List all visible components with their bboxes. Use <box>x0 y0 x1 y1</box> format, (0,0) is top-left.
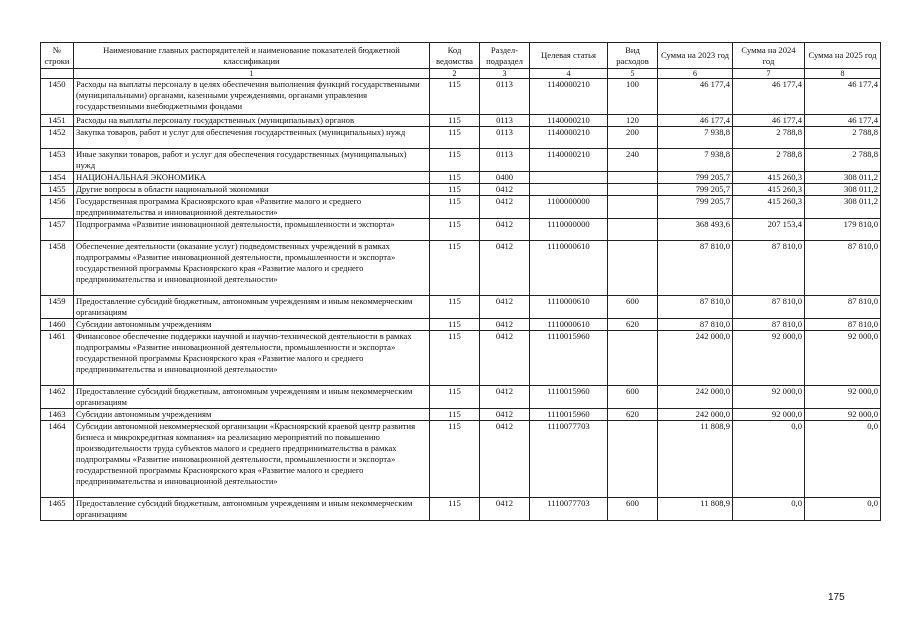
cell-s23: 368 493,6 <box>658 219 733 241</box>
cell-tgt <box>530 172 608 184</box>
cell-s25: 92 000,0 <box>805 331 881 386</box>
colnum: 7 <box>733 69 805 79</box>
cell-typ: 620 <box>608 409 658 421</box>
cell-s24: 2 788,8 <box>733 127 805 149</box>
document-page <box>40 42 880 521</box>
page-number: 175 <box>828 592 845 603</box>
header-sum-2023: Сумма на 2023 год <box>658 43 733 69</box>
cell-typ: 600 <box>608 498 658 521</box>
cell-name: Другие вопросы в области национальной экономики <box>74 184 430 196</box>
cell-sec: 0412 <box>480 386 530 409</box>
cell-typ <box>608 421 658 498</box>
table-row <box>41 184 881 196</box>
cell-s23: 799 205,7 <box>658 196 733 219</box>
cell-typ <box>608 172 658 184</box>
cell-dept: 115 <box>430 196 480 219</box>
cell-name: Расходы на выплаты персоналу государственных (муниципальных) органов <box>74 115 430 127</box>
cell-typ <box>608 196 658 219</box>
cell-s25: 0,0 <box>805 498 881 521</box>
colnum: 3 <box>480 69 530 79</box>
cell-typ: 600 <box>608 296 658 319</box>
cell-name: Обеспечение деятельности (оказание услуг) подведомственных учреждений в рамках подпрограммы «Развитие инновационной деятельности, промышленности и экспорта» государственной программы Красноярского края «Развитие малого и среднего предпринимательства и инновационной деятельности» <box>74 241 430 296</box>
cell-tgt: 1140000210 <box>530 115 608 127</box>
cell-tgt: 1110000610 <box>530 241 608 296</box>
cell-sec: 0412 <box>480 319 530 331</box>
cell-tgt: 1100000000 <box>530 196 608 219</box>
table-header <box>41 43 881 79</box>
cell-s25: 92 000,0 <box>805 409 881 421</box>
cell-no: 1464 <box>41 421 74 498</box>
cell-s24: 46 177,4 <box>733 115 805 127</box>
cell-s25: 87 810,0 <box>805 319 881 331</box>
cell-no: 1455 <box>41 184 74 196</box>
cell-name: Субсидии автономным учреждениям <box>74 319 430 331</box>
cell-no: 1463 <box>41 409 74 421</box>
cell-s24: 0,0 <box>733 421 805 498</box>
cell-tgt: 1110015960 <box>530 409 608 421</box>
colnum: 2 <box>430 69 480 79</box>
cell-s25: 92 000,0 <box>805 386 881 409</box>
cell-s25: 87 810,0 <box>805 241 881 296</box>
cell-sec: 0412 <box>480 409 530 421</box>
cell-name: Предоставление субсидий бюджетным, автономным учреждениям и иным некоммерческим организациям <box>74 498 430 521</box>
cell-dept: 115 <box>430 421 480 498</box>
cell-tgt: 1140000210 <box>530 149 608 172</box>
cell-s25: 46 177,4 <box>805 115 881 127</box>
cell-s25: 308 011,2 <box>805 184 881 196</box>
cell-name: Иные закупки товаров, работ и услуг для обеспечения государственных (муниципальных) нужд <box>74 149 430 172</box>
header-sum-2025: Сумма на 2025 год <box>805 43 881 69</box>
cell-s24: 87 810,0 <box>733 319 805 331</box>
cell-s24: 87 810,0 <box>733 241 805 296</box>
cell-s23: 87 810,0 <box>658 241 733 296</box>
table-row <box>41 421 881 498</box>
cell-name: Субсидии автономной некоммерческой организации «Красноярский краевой центр развития бизнеса и микрокредитная компания» на реализацию мероприятий по повышению производительности труда субъектов малого и среднего предпринимательства в рамках подпрограммы «Развитие инновационной деятельности, промышленности и экспорта» государственной программы Красноярского края «Развитие малого и среднего предпринимательства и инновационной деятельности» <box>74 421 430 498</box>
cell-sec: 0113 <box>480 115 530 127</box>
cell-dept: 115 <box>430 331 480 386</box>
cell-sec: 0412 <box>480 219 530 241</box>
cell-name: Закупка товаров, работ и услуг для обеспечения государственных (муниципальных) нужд <box>74 127 430 149</box>
cell-s25: 308 011,2 <box>805 172 881 184</box>
cell-s24: 415 260,3 <box>733 172 805 184</box>
cell-s23: 11 808,9 <box>658 498 733 521</box>
cell-tgt: 1110000610 <box>530 296 608 319</box>
cell-tgt: 1140000210 <box>530 79 608 115</box>
cell-s24: 0,0 <box>733 498 805 521</box>
table-body <box>41 79 881 521</box>
cell-name: Расходы на выплаты персоналу в целях обеспечения выполнения функций государственными (муниципальными) органами, казенными учреждениями, органами управления государственными внебюджетными фондами <box>74 79 430 115</box>
cell-dept: 115 <box>430 319 480 331</box>
cell-name: Предоставление субсидий бюджетным, автономным учреждениям и иным некоммерческим организациям <box>74 296 430 319</box>
cell-name: Государственная программа Красноярского края «Развитие малого и среднего предпринимательства и инновационной деятельности» <box>74 196 430 219</box>
cell-sec: 0412 <box>480 498 530 521</box>
cell-no: 1450 <box>41 79 74 115</box>
cell-no: 1453 <box>41 149 74 172</box>
table-row <box>41 319 881 331</box>
cell-s24: 415 260,3 <box>733 184 805 196</box>
cell-no: 1462 <box>41 386 74 409</box>
cell-s25: 0,0 <box>805 421 881 498</box>
cell-s24: 87 810,0 <box>733 296 805 319</box>
cell-dept: 115 <box>430 409 480 421</box>
cell-typ: 120 <box>608 115 658 127</box>
table-row <box>41 172 881 184</box>
cell-dept: 115 <box>430 115 480 127</box>
cell-s23: 46 177,4 <box>658 115 733 127</box>
cell-tgt: 1110015960 <box>530 331 608 386</box>
cell-name: Предоставление субсидий бюджетным, автономным учреждениям и иным некоммерческим организациям <box>74 386 430 409</box>
colnum: 4 <box>530 69 608 79</box>
cell-sec: 0412 <box>480 421 530 498</box>
cell-typ <box>608 219 658 241</box>
cell-s24: 46 177,4 <box>733 79 805 115</box>
header-sum-2024: Сумма на 2024 год <box>733 43 805 69</box>
cell-s25: 179 810,0 <box>805 219 881 241</box>
header-dept-code: Код ведомства <box>430 43 480 69</box>
cell-dept: 115 <box>430 296 480 319</box>
cell-s24: 92 000,0 <box>733 331 805 386</box>
cell-dept: 115 <box>430 79 480 115</box>
cell-sec: 0400 <box>480 172 530 184</box>
cell-typ <box>608 241 658 296</box>
cell-s23: 242 000,0 <box>658 409 733 421</box>
cell-sec: 0412 <box>480 331 530 386</box>
cell-dept: 115 <box>430 127 480 149</box>
column-numbers-row <box>41 69 881 79</box>
header-row-no: № строки <box>41 43 74 69</box>
colnum <box>41 69 74 79</box>
cell-tgt: 1140000210 <box>530 127 608 149</box>
colnum: 5 <box>608 69 658 79</box>
cell-tgt: 1110077703 <box>530 421 608 498</box>
cell-s24: 2 788,8 <box>733 149 805 172</box>
cell-dept: 115 <box>430 219 480 241</box>
cell-tgt: 1110015960 <box>530 386 608 409</box>
cell-tgt: 1110000610 <box>530 319 608 331</box>
table-row <box>41 127 881 149</box>
header-section: Раздел-подраздел <box>480 43 530 69</box>
cell-sec: 0113 <box>480 149 530 172</box>
cell-sec: 0113 <box>480 79 530 115</box>
cell-typ: 240 <box>608 149 658 172</box>
cell-sec: 0113 <box>480 127 530 149</box>
cell-dept: 115 <box>430 386 480 409</box>
cell-sec: 0412 <box>480 241 530 296</box>
table-row <box>41 149 881 172</box>
table-row <box>41 296 881 319</box>
cell-s25: 46 177,4 <box>805 79 881 115</box>
colnum: 1 <box>74 69 430 79</box>
cell-sec: 0412 <box>480 196 530 219</box>
table-row <box>41 219 881 241</box>
table-row <box>41 241 881 296</box>
cell-s24: 92 000,0 <box>733 409 805 421</box>
cell-s23: 87 810,0 <box>658 319 733 331</box>
table-row <box>41 115 881 127</box>
cell-s23: 87 810,0 <box>658 296 733 319</box>
cell-no: 1460 <box>41 319 74 331</box>
cell-sec: 0412 <box>480 184 530 196</box>
cell-no: 1456 <box>41 196 74 219</box>
cell-dept: 115 <box>430 241 480 296</box>
cell-s23: 46 177,4 <box>658 79 733 115</box>
table-row <box>41 196 881 219</box>
cell-s25: 87 810,0 <box>805 296 881 319</box>
cell-no: 1461 <box>41 331 74 386</box>
table-row <box>41 386 881 409</box>
cell-no: 1457 <box>41 219 74 241</box>
cell-dept: 115 <box>430 149 480 172</box>
colnum: 6 <box>658 69 733 79</box>
cell-typ <box>608 184 658 196</box>
cell-s24: 415 260,3 <box>733 196 805 219</box>
cell-no: 1454 <box>41 172 74 184</box>
cell-s23: 799 205,7 <box>658 172 733 184</box>
cell-dept: 115 <box>430 172 480 184</box>
cell-s23: 7 938,8 <box>658 127 733 149</box>
cell-name: Финансовое обеспечение поддержки научной и научно-технической деятельности в рамках подпрограммы «Развитие инновационной деятельности, промышленности и экспорта» государственной программы Красноярского края «Развитие малого и среднего предпринимательства и инновационной деятельности» <box>74 331 430 386</box>
cell-s25: 2 788,8 <box>805 149 881 172</box>
cell-typ <box>608 331 658 386</box>
cell-s23: 7 938,8 <box>658 149 733 172</box>
cell-s24: 92 000,0 <box>733 386 805 409</box>
header-target: Целевая статья <box>530 43 608 69</box>
cell-s25: 308 011,2 <box>805 196 881 219</box>
cell-no: 1452 <box>41 127 74 149</box>
cell-sec: 0412 <box>480 296 530 319</box>
header-exp-type: Вид расходов <box>608 43 658 69</box>
cell-typ: 620 <box>608 319 658 331</box>
table-row <box>41 498 881 521</box>
cell-s25: 2 788,8 <box>805 127 881 149</box>
table-row <box>41 409 881 421</box>
cell-no: 1458 <box>41 241 74 296</box>
cell-tgt: 1110000000 <box>530 219 608 241</box>
cell-s24: 207 153,4 <box>733 219 805 241</box>
cell-name: НАЦИОНАЛЬНАЯ ЭКОНОМИКА <box>74 172 430 184</box>
cell-s23: 799 205,7 <box>658 184 733 196</box>
cell-typ: 600 <box>608 386 658 409</box>
cell-tgt: 1110077703 <box>530 498 608 521</box>
cell-no: 1451 <box>41 115 74 127</box>
cell-typ: 100 <box>608 79 658 115</box>
table-row <box>41 331 881 386</box>
cell-dept: 115 <box>430 184 480 196</box>
header-name: Наименование главных распорядителей и наименование показателей бюджетной классификации <box>74 43 430 69</box>
cell-no: 1465 <box>41 498 74 521</box>
cell-name: Субсидии автономным учреждениям <box>74 409 430 421</box>
cell-tgt <box>530 184 608 196</box>
cell-s23: 242 000,0 <box>658 386 733 409</box>
cell-name: Подпрограмма «Развитие инновационной деятельности, промышленности и экспорта» <box>74 219 430 241</box>
cell-s23: 242 000,0 <box>658 331 733 386</box>
cell-s23: 11 808,9 <box>658 421 733 498</box>
table-row <box>41 79 881 115</box>
cell-no: 1459 <box>41 296 74 319</box>
cell-typ: 200 <box>608 127 658 149</box>
colnum: 8 <box>805 69 881 79</box>
cell-dept: 115 <box>430 498 480 521</box>
budget-table <box>40 42 881 521</box>
